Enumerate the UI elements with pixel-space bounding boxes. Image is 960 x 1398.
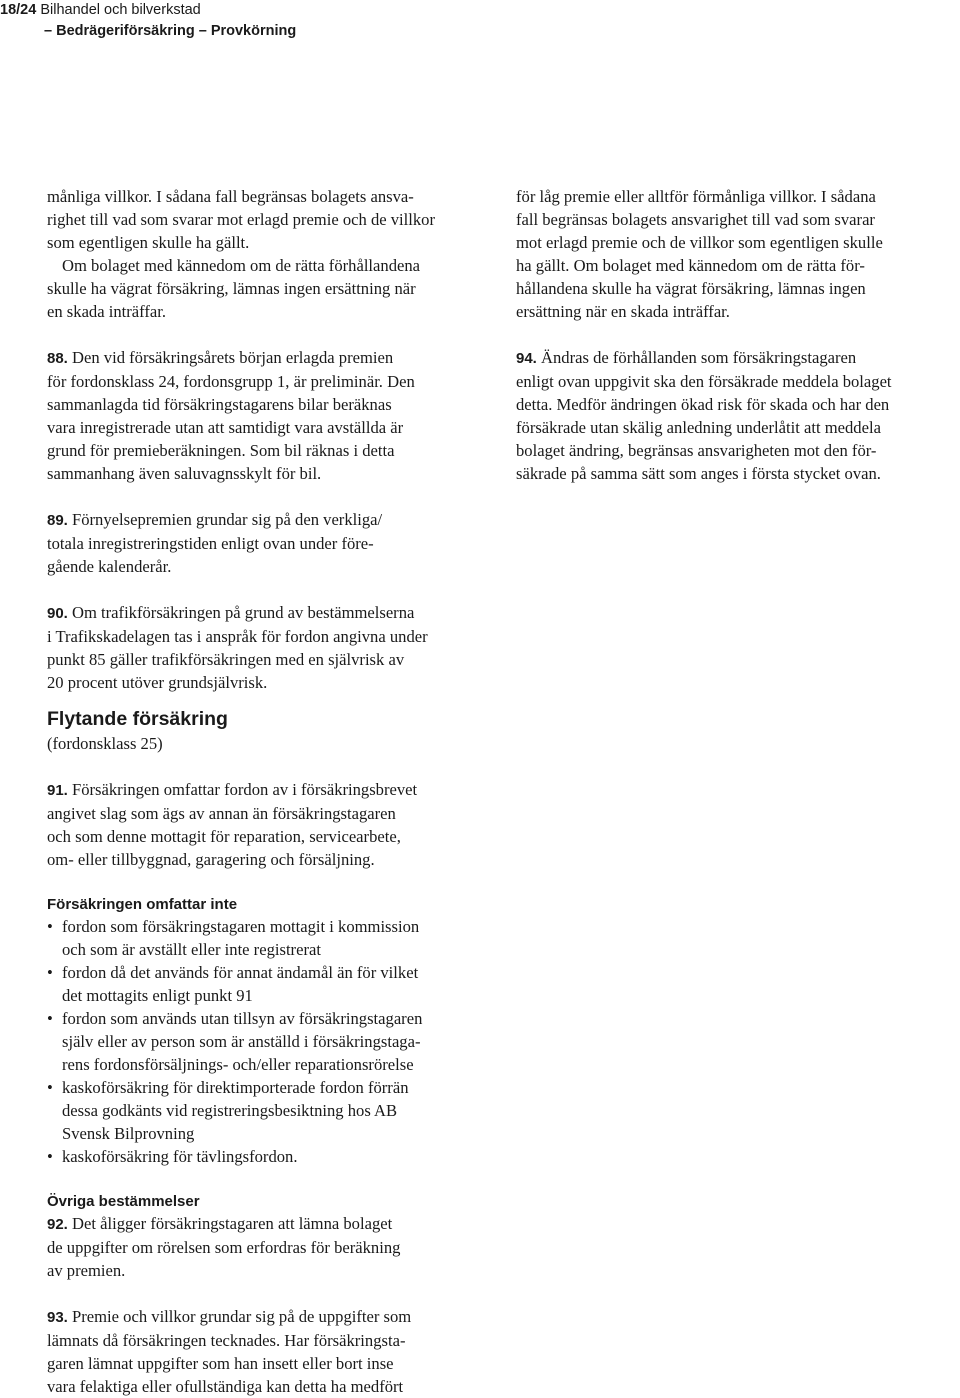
list-item: • kaskoförsäkring för direktimporterade fordon förrän dessa godkänts vid registreringsbesiktning hos AB Svensk Bilprovning xyxy=(47,1078,409,1143)
list-item: • kaskoförsäkring för tävlingsfordon. xyxy=(47,1147,298,1166)
document-subtitle: – Bedrägeriförsäkring – Provkörning xyxy=(44,23,297,39)
text-line: detta. Medför ändringen ökad risk för skada och har den xyxy=(516,395,890,414)
text-line: lämnats då försäkringen tecknades. Har försäkringsta- xyxy=(47,1331,406,1350)
text-line: säkrade på samma sätt som anges i första stycket ovan. xyxy=(516,464,881,483)
page-number: 18/24 xyxy=(0,2,37,18)
text-line: ersättning när en skada inträffar. xyxy=(516,302,730,321)
bullet-icon: • xyxy=(47,1009,53,1028)
text-line: vara inregistrerade utan att samtidigt vara avställda är xyxy=(47,418,404,437)
text-line: de uppgifter om rörelsen som erfordras för beräkning xyxy=(47,1238,401,1257)
header-line xyxy=(0,0,296,21)
section-heading: Flytande försäkring xyxy=(47,708,228,730)
text-line: i Trafikskadelagen tas i anspråk för fordon angivna under xyxy=(47,627,428,646)
exclusions-heading: Försäkringen omfattar inte xyxy=(47,896,238,913)
text-line: garen lämnat uppgifter som han insett eller bort inse xyxy=(47,1354,394,1373)
text-line: vara felaktiga eller ofullständiga kan detta ha medfört xyxy=(47,1377,404,1396)
exclusions-list xyxy=(47,915,492,1168)
text-line: för fordonsklass 24, fordonsgrupp 1, är preliminär. Den xyxy=(47,372,415,391)
page-header xyxy=(0,0,296,42)
paragraph-91: 91. Försäkringen omfattar fordon av i försäkringsbrevet angivet slag som ägs av annan än försäkringstagaren och som denne mottagit för reparation, servicearbete, om- eller tillbyggnad, garagering och försäljning. xyxy=(47,778,492,871)
bullet-icon: • xyxy=(47,963,53,982)
paragraph-number: 88. xyxy=(47,350,68,367)
text-line: 20 procent utöver grundsjälvrisk. xyxy=(47,673,268,692)
bullet-icon: • xyxy=(47,917,53,936)
paragraph-94: 94. Ändras de förhållanden som försäkringstagaren enligt ovan uppgivit ska den försäkrade meddela bolaget detta. Medför ändringen ökad risk för skada och har den försäkrade utan skälig anledning underlåtit att meddela bolaget ändring, begränsas ansvarigheten mot den för- säkrade på samma sätt som anges i första stycket ovan. xyxy=(516,346,960,485)
text-line: hållandena skulle ha vägrat försäkring, lämnas ingen xyxy=(516,279,866,298)
paragraph-number: 92. xyxy=(47,1216,68,1233)
list-item: • fordon då det används för annat ändamål än för vilket det mottagits enligt punkt 91 xyxy=(47,963,419,1005)
bullet-icon: • xyxy=(47,1078,53,1097)
text-line: gående kalenderår. xyxy=(47,557,172,576)
paragraph-92: 92. Det åligger försäkringstagaren att lämna bolaget de uppgifter om rörelsen som erfordras för beräkning av premien. xyxy=(47,1212,492,1282)
paragraph-number: 90. xyxy=(47,605,68,622)
text-line: månliga villkor. I sådana fall begränsas bolagets ansva- xyxy=(47,187,414,206)
paragraph-88: 88. Den vid försäkringsårets början erlagda premien för fordonsklass 24, fordonsgrupp 1, är preliminär. Den sammanlagda tid försäkringstagarens bilar beräknas vara inregistrerade utan att samtidigt vara avställda är grund för premieberäkningen. Som bil räknas i detta sammanhang även saluvagnsskylt för bil. xyxy=(47,346,492,485)
paragraph-93: 93. Premie och villkor grundar sig på de uppgifter som lämnats då försäkringen tecknades. Har försäkringsta- garen lämnat uppgifter som han insett eller bort inse vara felaktiga eller ofullständiga kan detta ha medfört xyxy=(47,1305,492,1398)
paragraph-number: 94. xyxy=(516,350,537,367)
text-line: sammanlagda tid försäkringstagarens bilar beräknas xyxy=(47,395,392,414)
text-line: punkt 85 gäller trafikförsäkringen med en självrisk av xyxy=(47,650,405,669)
text-line: enligt ovan uppgivit ska den försäkrade meddela bolaget xyxy=(516,372,892,391)
text-line: för låg premie eller alltför förmånliga villkor. I sådana xyxy=(516,187,876,206)
text-line: sammanhang även saluvagnsskylt för bil. xyxy=(47,464,322,483)
text-line: som egentligen skulle ha gällt. xyxy=(47,233,250,252)
text-line: en skada inträffar. xyxy=(47,302,167,321)
document-title: Bilhandel och bilverkstad xyxy=(40,2,201,18)
bullet-icon: • xyxy=(47,1147,53,1166)
right-column xyxy=(516,185,960,485)
text-line: bolaget ändring, begränsas ansvarigheten mot den för- xyxy=(516,441,877,460)
text-line: angivet slag som ägs av annan än försäkringstagaren xyxy=(47,804,396,823)
text-line: righet till vad som svarar mot erlagd premie och de villkor xyxy=(47,210,436,229)
list-item: • fordon som används utan tillsyn av försäkringstagaren själv eller av person som är anställd i försäkringstaga- rens fordonsförsäljnings- och/eller reparationsrörelse xyxy=(47,1009,423,1074)
text-line: mot erlagd premie och de villkor som egentligen skulle xyxy=(516,233,883,252)
text-line: skulle ha vägrat försäkring, lämnas ingen ersättning när xyxy=(47,279,416,298)
other-provisions-heading: Övriga bestämmelser xyxy=(47,1193,200,1210)
text-line: totala inregistreringstiden enligt ovan under före- xyxy=(47,534,374,553)
intro-paragraph xyxy=(47,185,492,254)
text-line: av premien. xyxy=(47,1261,126,1280)
list-item: • fordon som försäkringstagaren mottagit i kommission och som är avställt eller inte registrerat xyxy=(47,917,420,959)
text-line: grund för premieberäkningen. Som bil räknas i detta xyxy=(47,441,395,460)
section-subheading: (fordonsklass 25) xyxy=(47,734,163,753)
left-column xyxy=(47,185,492,1398)
text-line: och som denne mottagit för reparation, servicearbete, xyxy=(47,827,401,846)
paragraph-number: 93. xyxy=(47,1309,68,1326)
intro-paragraph xyxy=(516,185,960,323)
paragraph-number: 91. xyxy=(47,782,68,799)
text-line: fall begränsas bolagets ansvarighet till vad som svarar xyxy=(516,210,875,229)
text-line: om- eller tillbyggnad, garagering och försäljning. xyxy=(47,850,375,869)
paragraph-89: 89. Förnyelsepremien grundar sig på den verkliga/ totala inregistreringstiden enligt ovan under före- gående kalenderår. xyxy=(47,508,492,578)
paragraph-number: 89. xyxy=(47,512,68,529)
intro-paragraph-2 xyxy=(47,254,492,323)
text-line: försäkrade utan skälig anledning underlåtit att meddela xyxy=(516,418,881,437)
text-line: ha gällt. Om bolaget med kännedom om de rätta för- xyxy=(516,256,865,275)
text-line: Om bolaget med kännedom om de rätta förhållandena xyxy=(62,256,421,275)
paragraph-90: 90. Om trafikförsäkringen på grund av bestämmelserna i Trafikskadelagen tas i anspråk för fordon angivna under punkt 85 gäller trafikförsäkringen med en självrisk av 20 procent utöver grundsjälvrisk. xyxy=(47,601,492,694)
